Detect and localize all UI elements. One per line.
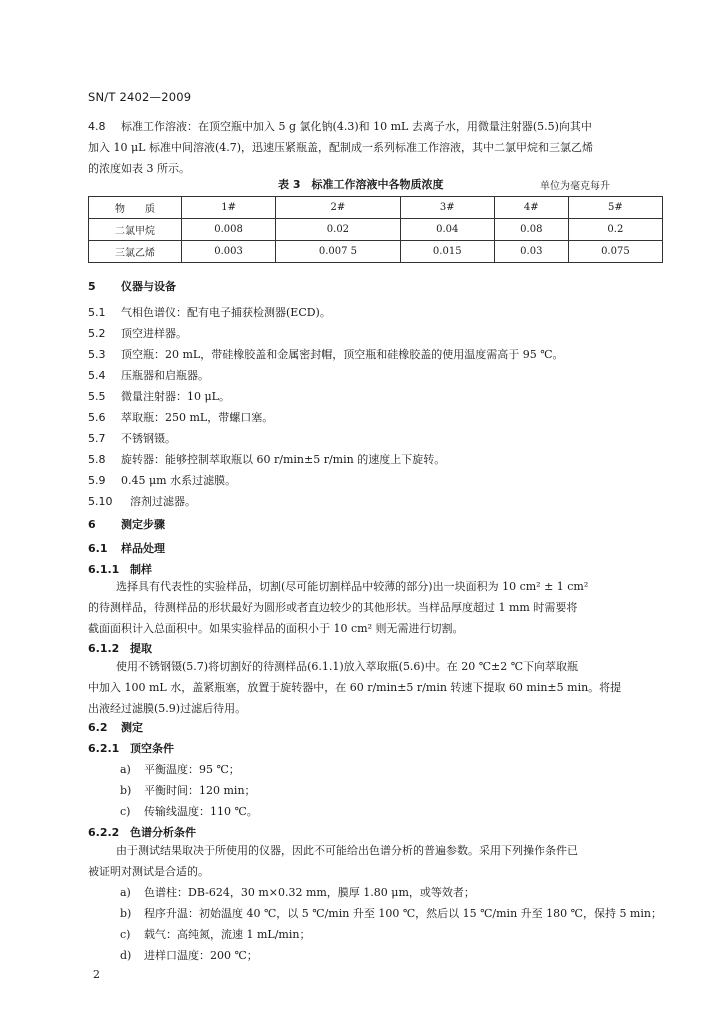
list-item: b) 平衡时间：120 min；: [120, 784, 256, 797]
paragraph-line: 被证明对测试是合适的。: [88, 865, 209, 878]
table-caption: 表 3 标准工作溶液中各物质浓度: [278, 178, 444, 191]
table-header-cell: 3#: [400, 197, 494, 219]
table-cell: 0.2: [568, 219, 662, 241]
table-cell: 0.04: [400, 219, 494, 241]
table-header-cell: 2#: [276, 197, 400, 219]
table-header-cell: 物 质: [89, 197, 182, 219]
section-5-heading: 5 仪器与设备: [88, 280, 176, 293]
list-item: d) 进样口温度：200 ℃；: [120, 949, 258, 962]
list-item: 5.7 不锈钢镊。: [88, 432, 176, 445]
paragraph-line: 出液经过滤膜(5.9)过滤后待用。: [88, 702, 247, 715]
paragraph-line: 截面面积计入总面积中。如果实验样品的面积小于 10 cm² 则无需进行切割。: [88, 622, 464, 635]
list-item: b) 程序升温：初始温度 40 ℃，以 5 ℃/min 升至 100 ℃，然后以 15 ℃/min 升至 180 ℃，保持 5 min；: [120, 907, 662, 920]
section-6-2-heading: 6.2 测定: [88, 721, 143, 734]
table-cell: 0.015: [400, 241, 494, 263]
list-item: 5.9 0.45 μm 水系过滤膜。: [88, 474, 237, 487]
table-header-cell: 5#: [568, 197, 662, 219]
table-row: [89, 219, 663, 241]
list-item: c) 载气：高纯氮，流速 1 mL/min；: [120, 928, 311, 941]
table-cell: 0.003: [182, 241, 276, 263]
section-6-1-1-heading: 6.1.1 制样: [88, 563, 152, 576]
table-cell: 0.03: [494, 241, 568, 263]
section-6-2-2-heading: 6.2.2 色谱分析条件: [88, 826, 196, 839]
section-6-1-heading: 6.1 样品处理: [88, 542, 165, 555]
paragraph-line: 的待测样品，待测样品的形状最好为圆形或者直边较少的其他形状。当样品厚度超过 1 mm 时需要将: [88, 601, 578, 614]
section-6-1-2-heading: 6.1.2 提取: [88, 642, 152, 655]
table-cell: 0.02: [276, 219, 400, 241]
table-cell: 0.007 5: [276, 241, 400, 263]
list-item: c) 传输线温度：110 ℃。: [120, 805, 258, 818]
section-6-2-1-heading: 6.2.1 顶空条件: [88, 742, 174, 755]
section-4-8-line-1: 4.8 标准工作溶液：在顶空瓶中加入 5 g 氯化钠(4.3)和 10 mL 去离子水，用微量注射器(5.5)向其中: [88, 116, 592, 137]
table-header-cell: 4#: [494, 197, 568, 219]
list-item: 5.3 顶空瓶：20 mL，带硅橡胶盖和金属密封帽，顶空瓶和硅橡胶盖的使用温度需高于 95 ℃。: [88, 348, 564, 361]
paragraph-line: 使用不锈钢镊(5.7)将切割好的待测样品(6.1.1)放入萃取瓶(5.6)中。在 20 ℃±2 ℃下向萃取瓶: [116, 660, 579, 673]
table-cell: 0.08: [494, 219, 568, 241]
list-item: 5.5 微量注射器：10 μL。: [88, 390, 230, 403]
section-4-8-line-3: 的浓度如表 3 所示。: [88, 162, 190, 175]
table-header-cell: 1#: [182, 197, 276, 219]
paragraph-line: 中加入 100 mL 水，盖紧瓶塞，放置于旋转器中，在 60 r/min±5 r/min 转速下提取 60 min±5 min。将提: [88, 681, 622, 694]
section-number: 4.8: [88, 120, 106, 133]
table-unit: 单位为毫克每升: [540, 181, 610, 192]
paragraph-line: 由于测试结果取决于所使用的仪器，因此不可能给出色谱分析的普遍参数。采用下列操作条件已: [116, 844, 578, 857]
list-item: 5.6 萃取瓶：250 mL，带螺口塞。: [88, 411, 274, 424]
table-cell: 三氯乙烯: [89, 241, 182, 263]
list-item: 5.2 顶空进样器。: [88, 327, 187, 340]
table-cell: 0.075: [568, 241, 662, 263]
page-number: 2: [93, 968, 100, 981]
standard-code: SN/T 2402—2009: [88, 90, 192, 104]
list-item: 5.10 溶剂过滤器。: [88, 495, 196, 508]
table-cell: 0.008: [182, 219, 276, 241]
table-row: [89, 241, 663, 263]
section-6-heading: 6 测定步骤: [88, 518, 165, 531]
list-item: 5.4 压瓶器和启瓶器。: [88, 369, 209, 382]
table-header-row: [89, 197, 663, 219]
list-item: a) 色谱柱：DB-624，30 m×0.32 mm，膜厚 1.80 μm，或等效者；: [120, 886, 475, 899]
section-4-8-line-2: 加入 10 μL 标准中间溶液(4.7)，迅速压紧瓶盖，配制成一系列标准工作溶液，其中二氯甲烷和三氯乙烯: [88, 141, 594, 154]
table-cell: 二氯甲烷: [89, 219, 182, 241]
list-item: a) 平衡温度：95 ℃；: [120, 763, 240, 776]
paragraph-line: 选择具有代表性的实验样品，切割(尽可能切割样品中较薄的部分)出一块面积为 10 cm² ± 1 cm²: [116, 580, 589, 593]
concentration-table: [88, 196, 663, 263]
list-item: 5.8 旋转器：能够控制萃取瓶以 60 r/min±5 r/min 的速度上下旋转。: [88, 453, 446, 466]
list-item: 5.1 气相色谱仪：配有电子捕获检测器(ECD)。: [88, 306, 331, 319]
